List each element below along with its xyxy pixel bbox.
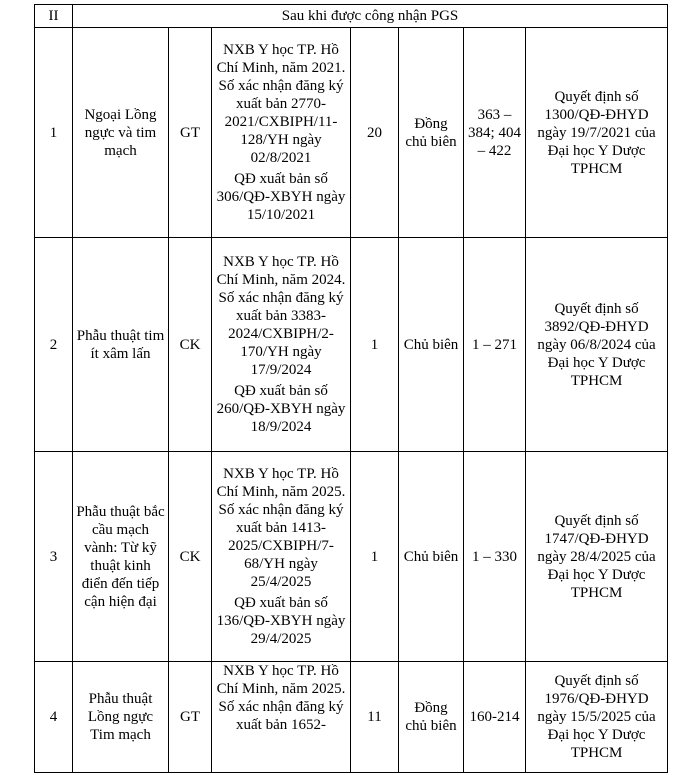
page-range: 363 – 384; 404 – 422 [464, 28, 526, 238]
row-number: 1 [35, 28, 73, 238]
publisher-text: NXB Y học TP. Hồ Chí Minh, năm 2025. Số xác nhận đăng ký xuất bản 1652- [216, 663, 346, 733]
author-role: Đồng chủ biên [399, 662, 464, 773]
publisher-text: NXB Y học TP. Hồ Chí Minh, năm 2021. Số xác nhận đăng ký xuất bản 2770-2021/CXBIPH/11-128/YH ngày 02/8/2021 [216, 42, 346, 166]
author-count: 1 [351, 238, 399, 452]
publish-decision: QĐ xuất bản số 136/QĐ-XBYH ngày 29/4/2025 [216, 595, 346, 647]
publish-decision: QĐ xuất bản số 306/QĐ-XBYH ngày 15/10/2021 [216, 171, 346, 223]
table-row [35, 662, 668, 773]
approval-decision: Quyết định số 1976/QĐ-ĐHYD ngày 15/5/2025 của Đại học Y Dược TPHCM [526, 662, 668, 773]
author-role: Chủ biên [399, 452, 464, 662]
section-index: II [35, 5, 73, 28]
publish-decision: QĐ xuất bản số 260/QĐ-XBYH ngày 18/9/2024 [216, 383, 346, 435]
publications-table [34, 4, 668, 773]
publisher-text: NXB Y học TP. Hồ Chí Minh, năm 2025. Số xác nhận đăng ký xuất bản 1413-2025/CXBIPH/7-68/YH ngày 25/4/2025 [216, 466, 346, 590]
table-row [35, 452, 668, 662]
author-role: Đồng chủ biên [399, 28, 464, 238]
author-role: Chủ biên [399, 238, 464, 452]
row-number: 2 [35, 238, 73, 452]
table-row [35, 28, 668, 238]
row-number: 4 [35, 662, 73, 773]
section-header-row [35, 5, 668, 28]
author-count: 1 [351, 452, 399, 662]
author-count: 20 [351, 28, 399, 238]
publisher-info [212, 452, 351, 662]
book-type: GT [169, 28, 212, 238]
approval-decision: Quyết định số 1300/QĐ-ĐHYD ngày 19/7/2021 của Đại học Y Dược TPHCM [526, 28, 668, 238]
publisher-info [212, 28, 351, 238]
page-range: 160-214 [464, 662, 526, 773]
book-title: Phẫu thuật Lồng ngực Tim mạch [73, 662, 169, 773]
book-title: Phẫu thuật bắc cầu mạch vành: Từ kỹ thuật kinh điển đến tiếp cận hiện đại [73, 452, 169, 662]
book-type: CK [169, 238, 212, 452]
author-count: 11 [351, 662, 399, 773]
approval-decision: Quyết định số 3892/QĐ-ĐHYD ngày 06/8/2024 của Đại học Y Dược TPHCM [526, 238, 668, 452]
book-title: Ngoại Lồng ngực và tim mạch [73, 28, 169, 238]
row-number: 3 [35, 452, 73, 662]
publisher-info [212, 662, 351, 773]
publisher-text: NXB Y học TP. Hồ Chí Minh, năm 2024. Số xác nhận đăng ký xuất bản 3383-2024/CXBIPH/2-170/YH ngày 17/9/2024 [216, 254, 346, 378]
book-type: GT [169, 662, 212, 773]
book-type: CK [169, 452, 212, 662]
approval-decision: Quyết định số 1747/QĐ-ĐHYD ngày 28/4/2025 của Đại học Y Dược TPHCM [526, 452, 668, 662]
book-title: Phẫu thuật tim ít xâm lấn [73, 238, 169, 452]
section-title: Sau khi được công nhận PGS [73, 5, 668, 28]
page-range: 1 – 330 [464, 452, 526, 662]
table-row [35, 238, 668, 452]
publisher-info [212, 238, 351, 452]
page-range: 1 – 271 [464, 238, 526, 452]
